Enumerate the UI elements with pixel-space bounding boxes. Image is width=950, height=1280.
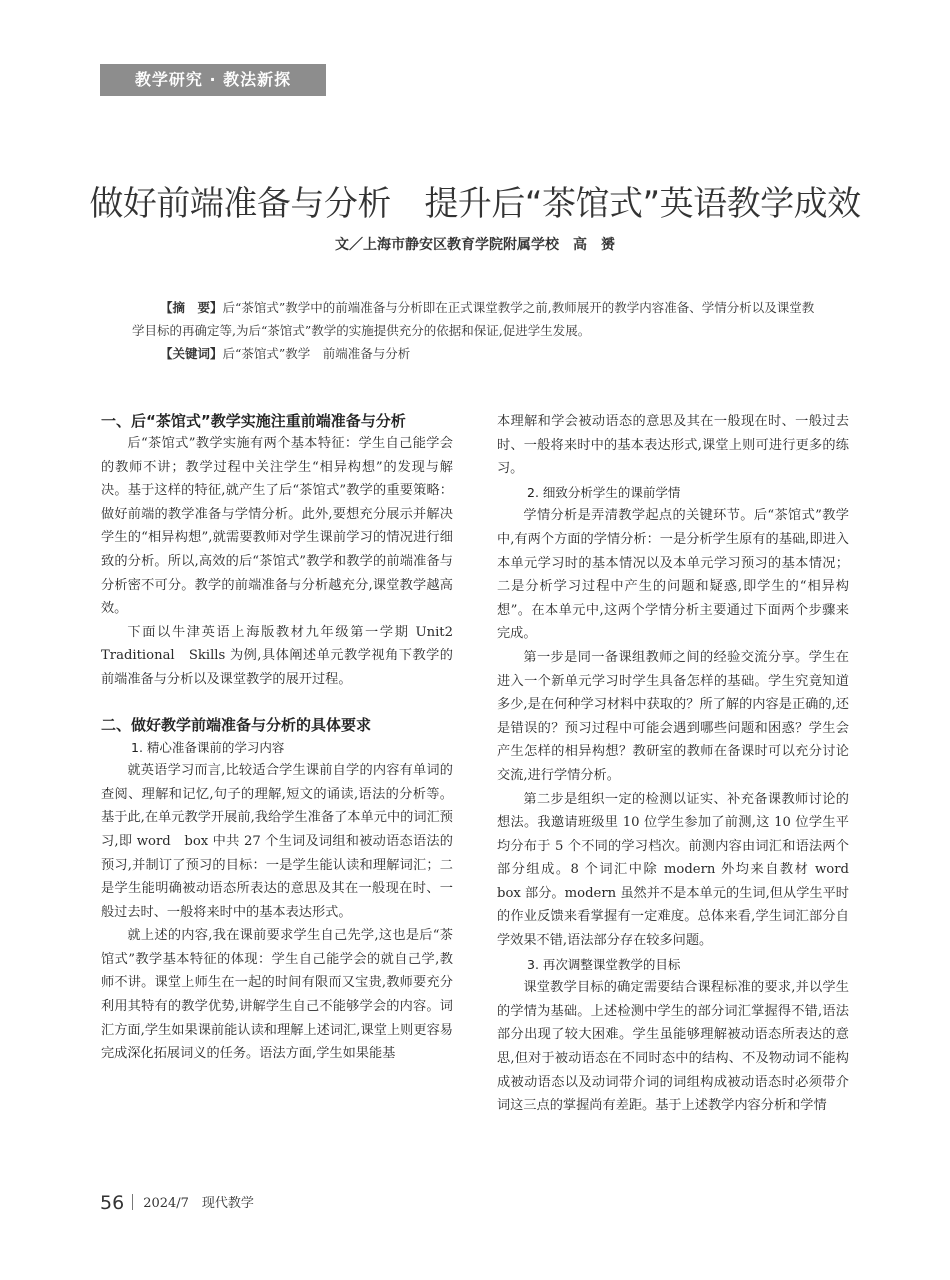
paragraph: 就上述的内容,我在课前要求学生自己先学,这也是后“茶馆式”教学基本特征的体现：学生自己能学会的就自己学,教师不讲。课堂上师生在一起的时间有限而又宝贵,教师要充分利用其特有的教学优势,讲解学生自己不能够学会的内容。词汇方面,学生如果课前能认读和理解上述词汇,课堂上则更容易完成深化拓展词义的任务。语法方面,学生如果能基 bbox=[101, 928, 453, 1062]
subheading-1: 1. 精心准备课前的学习内容 bbox=[131, 739, 285, 755]
section-heading-1: 一、后“茶馆式”教学实施注重前端准备与分析 bbox=[101, 412, 406, 430]
keywords-label: 【关键词】 bbox=[160, 346, 223, 361]
footer-divider bbox=[132, 1194, 133, 1210]
paragraph: 就英语学习而言,比较适合学生课前自学的内容有单词的查阅、理解和记忆,句子的理解,短文的诵读,语法的分析等。基于此,在单元教学开展前,我给学生准备了本单元中的词汇预习,即 word box 中共 27 个生词及词组和被动语态语法的预习,并制订了预习的目标：一是学生能认读和理解词汇；二是学生能明确被动语态所表达的意思及其在一般现在时、一般过去时、一般将来时中的基本表达形式。 bbox=[101, 763, 453, 920]
left-column bbox=[101, 410, 467, 1066]
subheading-2: 2. 细致分析学生的课前学情 bbox=[527, 484, 681, 500]
paragraph: 下面以牛津英语上海版教材九年级第一学期 Unit2 Traditional Skills 为例,具体阐述单元教学视角下教学的前端准备与分析以及课堂教学的展开过程。 bbox=[101, 624, 467, 687]
subheading-3: 3. 再次调整课堂教学的目标 bbox=[527, 956, 681, 972]
abstract-block bbox=[132, 296, 822, 365]
keywords-text: 后“茶馆式”教学 前端准备与分析 bbox=[222, 346, 411, 361]
right-column bbox=[497, 410, 863, 1118]
abstract-label: 【摘 要】 bbox=[160, 300, 223, 315]
paragraph: 课堂教学目标的确定需要结合课程标准的要求,并以学生的学情为基础。上述检测中学生的部分词汇掌握得不错,语法部分出现了较大困难。学生虽能够理解被动语态所表达的意思,但对于被动语态在不同时态中的结构、不及物动词不能构成被动语态以及动词带介词的词组构成被动语态时必须带介词这三点的掌握尚有差距。基于上述教学内容分析和学情 bbox=[497, 980, 849, 1114]
paragraph: 后“茶馆式”教学实施有两个基本特征：学生自己能学会的教师不讲；教学过程中关注学生“相异构想”的发现与解决。基于这样的特征,就产生了后“茶馆式”教学的重要策略：做好前端的教学准备与学情分析。此外,要想充分展示并解决学生的“相异构想”,就需要教师对学生课前学习的情况进行细致的分析。所以,高效的后“茶馆式”教学和教学的前端准备与分析密不可分。教学的前端准备与分析越充分,课堂教学越高效。 bbox=[101, 436, 453, 617]
article-byline: 文／上海市静安区教育学院附属学校 高 赟 bbox=[335, 237, 615, 253]
page-footer bbox=[100, 1192, 254, 1214]
article-title: 做好前端准备与分析 提升后“茶馆式”英语教学成效 bbox=[89, 184, 861, 224]
abstract bbox=[132, 296, 822, 342]
keywords bbox=[132, 342, 822, 365]
abstract-text: 后“茶馆式”教学中的前端准备与分析即在正式课堂教学之前,教师展开的教学内容准备、学情分析以及课堂教学目标的再确定等,为后“茶馆式”教学的实施提供充分的依据和保证,促进学生发展。 bbox=[132, 300, 815, 338]
page-number: 56 bbox=[100, 1192, 125, 1214]
issue-label: 2024/7 现代教学 bbox=[143, 1196, 254, 1211]
section-heading-2: 二、做好教学前端准备与分析的具体要求 bbox=[101, 715, 372, 734]
paragraph: 第二步是组织一定的检测以证实、补充备课教师讨论的想法。我邀请班级里 10 位学生参加了前测,这 10 位学生平均分布于 5 个不同的学习档次。前测内容由词汇和语法两个部分组成。8 个词汇中除 modern 外均来自教材 word box 部分。modern 虽然并不是本单元的生词,但从学生平时的作业反馈来看掌握有一定难度。总体来看,学生词汇部分自学效果不错,语法部分存在较多问题。 bbox=[497, 791, 863, 949]
section-tag: 教学研究 · 教法新探 bbox=[100, 64, 326, 96]
paragraph: 本理解和学会被动语态的意思及其在一般现在时、一般过去时、一般将来时中的基本表达形式,课堂上则可进行更多的练习。 bbox=[497, 414, 849, 477]
paragraph: 第一步是同一备课组教师之间的经验交流分享。学生在进入一个新单元学习时学生具备怎样的基础。学生究竟知道多少,是在何种学习材料中获取的？所了解的内容是正确的,还是错误的？预习过程中可能会遇到哪些问题和困惑？学生会产生怎样的相异构想？教研室的教师在备课时可以充分讨论交流,进行学情分析。 bbox=[497, 649, 849, 783]
paragraph: 学情分析是弄清教学起点的关键环节。后“茶馆式”教学中,有两个方面的学情分析：一是分析学生原有的基础,即进入本单元学习时的基本情况以及本单元学习预习的基本情况；二是分析学习过程中产生的问题和疑惑,即学生的“相异构想”。在本单元中,这两个学情分析主要通过下面两个步骤来完成。 bbox=[497, 508, 849, 642]
